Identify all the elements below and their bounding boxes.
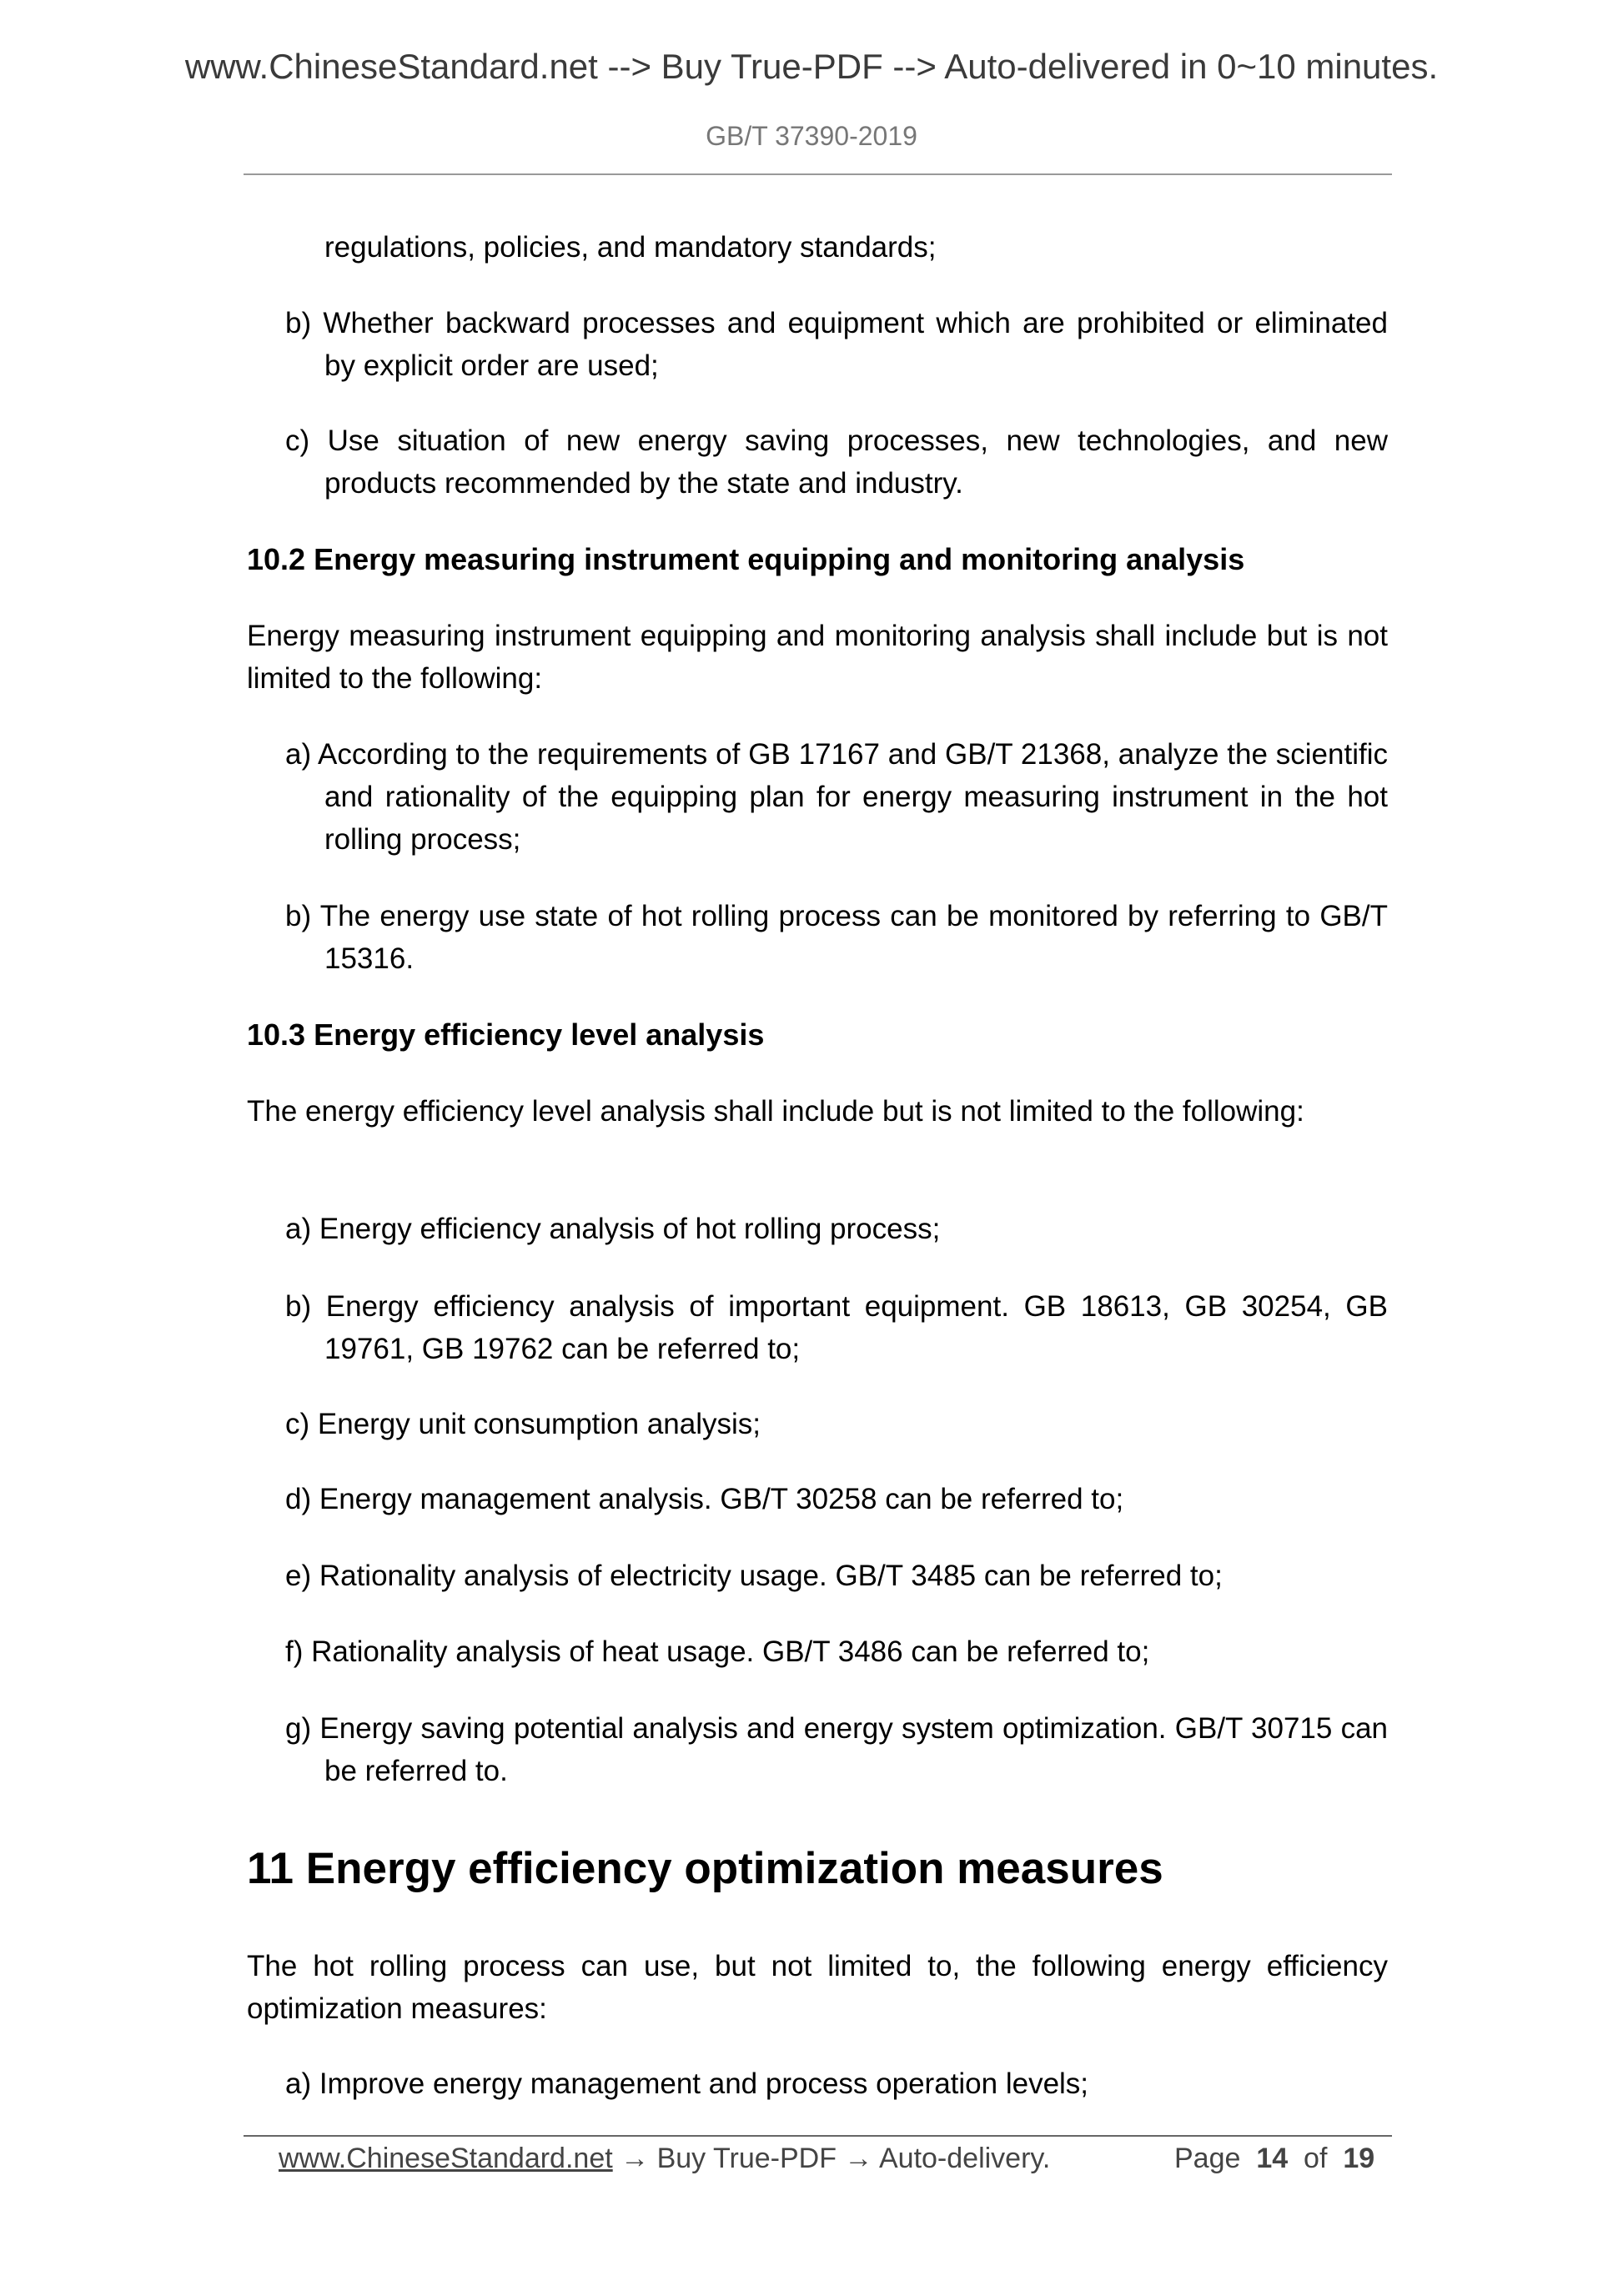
list-item: b) Whether backward processes and equipment which are prohibited or eliminated by explicit order are used; <box>285 307 1388 382</box>
footer-text <box>279 2140 1050 2177</box>
section-heading-10-2: 10.2 Energy measuring instrument equipping and monitoring analysis <box>247 542 1245 576</box>
footer-divider <box>244 2135 1392 2137</box>
list-item: g) Energy saving potential analysis and energy system optimization. GB/T 30715 can be referred to. <box>285 1712 1388 1787</box>
list-item: a) Improve energy management and process operation levels; <box>285 2067 1089 2100</box>
paragraph: regulations, policies, and mandatory standards; <box>324 231 937 264</box>
of-label: of <box>1304 2143 1328 2174</box>
footer-rest: → Buy True-PDF → Auto-delivery. <box>612 2143 1051 2174</box>
list-item: e) Rationality analysis of electricity usage. GB/T 3485 can be referred to; <box>285 1560 1223 1592</box>
paragraph: The energy efficiency level analysis shall include but is not limited to the following: <box>247 1095 1304 1128</box>
header-divider <box>244 173 1392 175</box>
current-page: 14 <box>1256 2143 1289 2174</box>
list-item: a) Energy efficiency analysis of hot rolling process; <box>285 1213 941 1245</box>
footer-link[interactable]: www.ChineseStandard.net <box>279 2143 613 2174</box>
list-item: d) Energy management analysis. GB/T 30258 can be referred to; <box>285 1483 1124 1515</box>
page-label: Page <box>1174 2143 1241 2174</box>
total-pages: 19 <box>1343 2143 1375 2174</box>
header-banner: www.ChineseStandard.net --> Buy True-PDF --> Auto-delivered in 0~10 minutes. <box>184 47 1439 86</box>
list-item: f) Rationality analysis of heat usage. GB/T 3486 can be referred to; <box>285 1635 1150 1668</box>
section-heading-10-3: 10.3 Energy efficiency level analysis <box>247 1017 765 1052</box>
document-id: GB/T 37390-2019 <box>706 121 917 151</box>
list-item: c) Use situation of new energy saving processes, new technologies, and new products recommended by the state and industry. <box>285 425 1388 500</box>
page-number <box>1174 2140 1374 2177</box>
paragraph: Energy measuring instrument equipping and monitoring analysis shall include but is not limited to the following: <box>247 620 1388 695</box>
paragraph: The hot rolling process can use, but not limited to, the following energy efficiency optimization measures: <box>247 1950 1388 2025</box>
section-heading-11: 11 Energy efficiency optimization measures <box>247 1844 1163 1893</box>
list-item: a) According to the requirements of GB 17167 and GB/T 21368, analyze the scientific and rationality of the equipping plan for energy measuring instrument in the hot rolling process; <box>285 738 1388 856</box>
list-item: b) Energy efficiency analysis of important equipment. GB 18613, GB 30254, GB 19761, GB 19762 can be referred to; <box>285 1290 1388 1365</box>
list-item: c) Energy unit consumption analysis; <box>285 1408 761 1440</box>
list-item: b) The energy use state of hot rolling process can be monitored by referring to GB/T 15316. <box>285 900 1388 975</box>
